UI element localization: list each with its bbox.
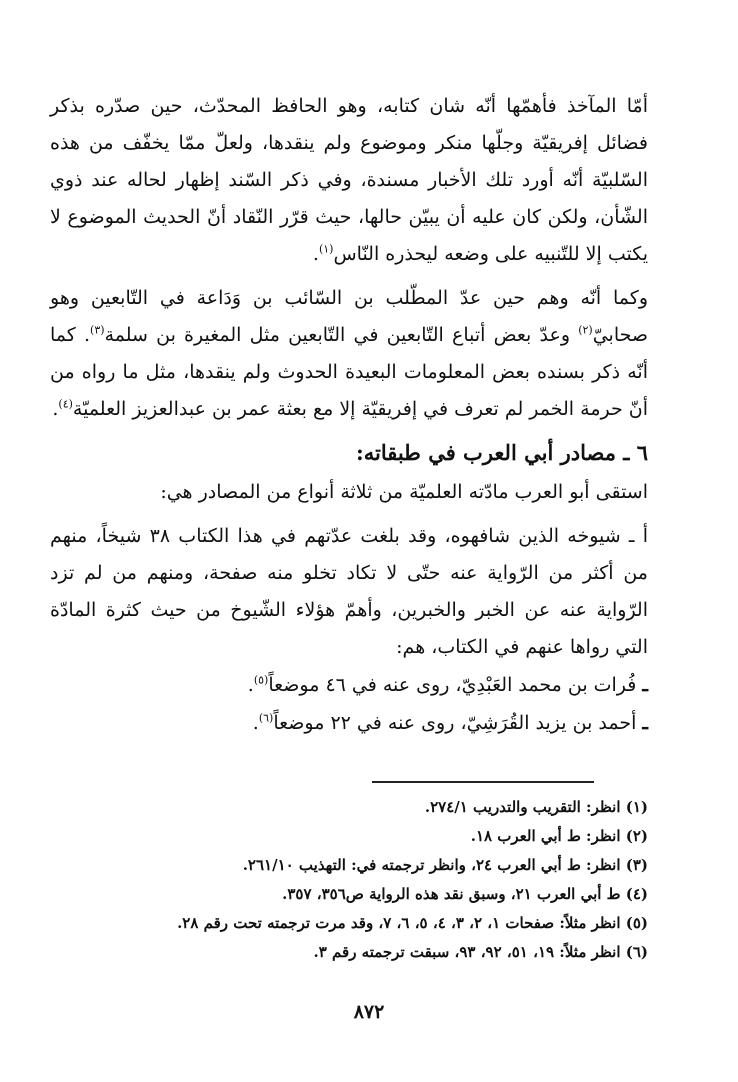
footnote-item: (٦) انظر مثلاً: ١٩، ٥١، ٩٢، ٩٣، سبقت ترجمته رقم ٣. bbox=[313, 943, 648, 961]
section-heading: ٦ ـ مصادر أبي العرب في طبقاته: bbox=[355, 440, 648, 465]
footnote-ref-2: (٢) bbox=[578, 323, 593, 337]
footnote-item: (١) انظر: التقريب والتدريب ٢٧٤/١. bbox=[424, 798, 648, 816]
footnote-item: (٢) انظر: ط أبي العرب ١٨. bbox=[470, 827, 648, 845]
footnote-ref-3: (٣) bbox=[90, 323, 105, 337]
list-item: ـ فُرات بن محمد العَبْدِيّ، روى عنه في ٤٦ موضعاً$^{(٥)}$. bbox=[247, 673, 648, 696]
footnote-item: (٣) انظر: ط أبي العرب ٢٤، وانظر ترجمته في: التهذيب ٢٦١/١٠. bbox=[242, 856, 648, 874]
paragraph-critique: أمّا المآخذ فأهمّها أنّه شان كتابه، وهو الحافظ المحدّث، حين صدّره بذكر فضائل إفريقيّة وجلّها منكر وموضوع ولم ينقدها، ولعلّ ممّا يخفّف من هذه السّلبيّة أنّه أورد تلك الأخبار مسندة، وفي ذكر السّند إظهار لحاله عند ذوي الشّأن، ولكن كان عليه أن يبيّن حالها، حيث قرّر النّقاد أنّ الحديث الموضوع لا يكتب إلا للتّنبيه على وضعه ليحذره النّاس$^{(١)}$. bbox=[50, 95, 648, 265]
footnote-ref-6: (٦) bbox=[258, 711, 274, 725]
footnote-ref-4: (٤) bbox=[58, 397, 73, 411]
paragraph-teachers: أ ـ شيوخه الذين شافهوه، وقد بلغت عدّتهم في هذا الكتاب ٣٨ شيخاً، منهم من أكثر من الرّواية عنه حتّى لا تكاد تخلو منه صفحة، ومنهم من لم تزد الرّواية عنه عن الخبر والخبرين، وأهمّ هؤلاء الشّيوخ من حيث كثرة المادّة التي رواها عنهم في الكتاب، هم: bbox=[50, 525, 649, 658]
paragraph-errors: وكما أنّه وهم حين عدّ المطّلب بن السّائب بن وَدَاعة في التّابعين وهو صحابيّ$^{(٢)}$ وعدّ بعض أتباع التّابعين في التّابعين مثل المغيرة بن سلمة$^{(٣)}$. كما أنّه ذكر بسنده بعض المعلومات البعيدة الحدوث ولم ينقدها، مثل ما رواه من أنّ حرمة الخمر لم تعرف في إفريقيّة إلا مع بعثة عمر بن عبدالعزيز العلميّة$^{(٤)}$. bbox=[50, 287, 649, 420]
footnote-ref-5: (٥) bbox=[253, 673, 269, 687]
footnotes bbox=[50, 793, 648, 967]
page-number: ٨٧٢ bbox=[353, 1001, 385, 1023]
list-item: ـ أحمد بن يزيد القُرَشِيّ، روى عنه في ٢٢ موضعاً$^{(٦)}$. bbox=[252, 711, 648, 734]
footnote-separator bbox=[372, 781, 594, 783]
footnote-item: (٥) انظر مثلاً: صفحات ١، ٢، ٣، ٤، ٥، ٦، ٧، وقد مرت ترجمته تحت رقم ٢٨. bbox=[177, 914, 648, 932]
footnote-item: (٤) ط أبي العرب ٢١، وسبق نقد هذه الرواية ص٣٥٦، ٣٥٧. bbox=[282, 885, 648, 903]
paragraph-sources-intro: استقى أبو العرب مادّته العلميّة من ثلاثة أنواع من المصادر هي: bbox=[160, 481, 648, 503]
main-text bbox=[50, 88, 648, 742]
footnote-ref-1: (١) bbox=[318, 242, 334, 256]
